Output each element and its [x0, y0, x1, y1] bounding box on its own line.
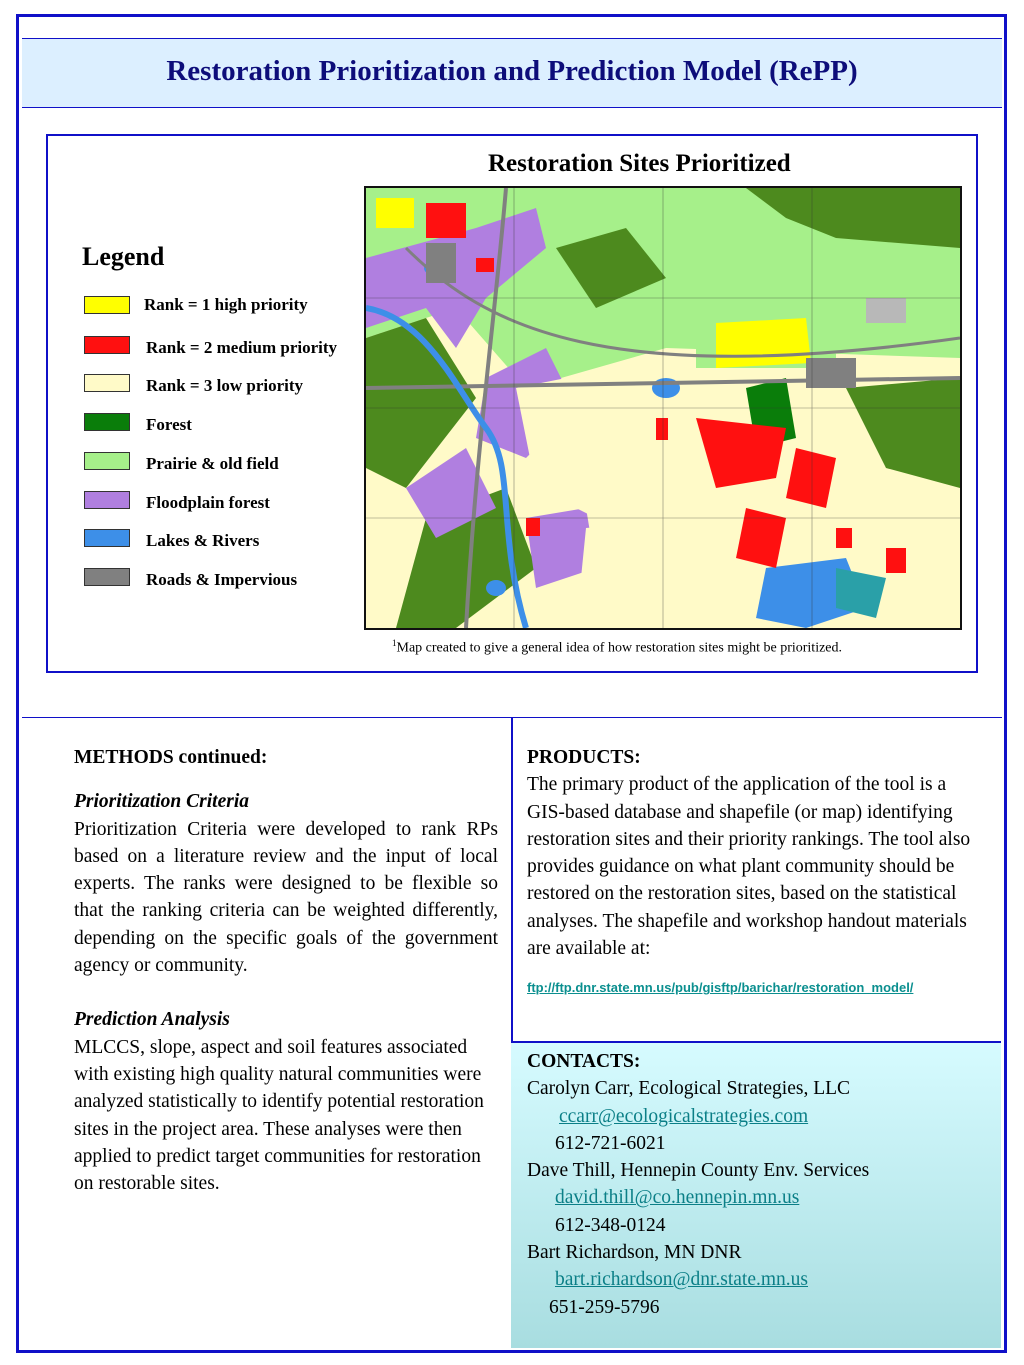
products-column — [527, 744, 982, 1002]
products-ftp-link[interactable]: ftp://ftp.dnr.state.mn.us/pub/gisftp/barichar/restoration_model/ — [527, 980, 914, 996]
legend-label-roads: Roads & Impervious — [146, 570, 298, 589]
contact-name-2: Dave Thill, Hennepin County Env. Services — [527, 1160, 870, 1182]
prediction-text: MLCCS, slope, aspect and soil features associated with existing high quality natural communities were analyzed statistically to identify potential restoration sites in the project area. These analyses were then applied to predict target communities for restoration on restorable sites. — [74, 1036, 484, 1195]
legend-swatch-rank3 — [84, 374, 130, 392]
map-footnote — [392, 638, 842, 657]
legend-swatch-roads — [84, 568, 130, 586]
contact-email-1[interactable]: ccarr@ecologicalstrategies.com — [559, 1105, 809, 1127]
methods-heading: METHODS continued: — [74, 747, 268, 768]
legend-label-rank1: Rank = 1 high priority — [144, 295, 308, 314]
legend-label-forest: Forest — [146, 415, 192, 434]
contact-email-3[interactable]: bart.richardson@dnr.state.mn.us — [555, 1269, 808, 1291]
contact-phone-3: 651-259-5796 — [549, 1296, 660, 1318]
contacts-heading: CONTACTS: — [527, 1051, 641, 1072]
contact-name-3: Bart Richardson, MN DNR — [527, 1242, 742, 1264]
contacts-column — [527, 1048, 987, 1321]
criteria-heading: Prioritization Criteria — [74, 791, 249, 813]
contact-name-1: Carolyn Carr, Ecological Strategies, LLC — [527, 1078, 851, 1100]
legend-label-lakes: Lakes & Rivers — [146, 531, 260, 550]
legend-label-rank2: Rank = 2 medium priority — [146, 338, 338, 357]
methods-column — [74, 744, 498, 1197]
restoration-map-image — [366, 188, 960, 628]
legend-label-floodplain: Floodplain forest — [146, 493, 270, 512]
legend-label-prairie: Prairie & old field — [146, 454, 279, 473]
legend-swatch-floodplain — [84, 491, 130, 509]
legend-swatch-prairie — [84, 452, 130, 470]
products-heading: PRODUCTS: — [527, 747, 641, 768]
legend-swatch-rank1 — [84, 296, 130, 314]
criteria-text: Prioritization Criteria were developed to rank RPs based on a literature review and the input of local experts. The ranks were designed to be flexible so that the ranking criteria can be weighted differently, depending on the specific goals of the government agency or community. — [74, 818, 498, 977]
contact-email-2[interactable]: david.thill@co.hennepin.mn.us — [555, 1187, 800, 1209]
contact-phone-1: 612-721-6021 — [555, 1132, 666, 1154]
contact-phone-2: 612-348-0124 — [555, 1214, 666, 1236]
legend-title: Legend — [82, 242, 165, 271]
legend-label-rank3: Rank = 3 low priority — [146, 376, 304, 395]
page-title: Restoration Prioritization and Prediction Model (RePP) — [166, 55, 858, 87]
map-panel — [46, 134, 978, 673]
legend-swatch-rank2 — [84, 336, 130, 354]
legend-swatch-forest — [84, 413, 130, 431]
title-band — [22, 38, 1002, 108]
map-title: Restoration Sites Prioritized — [488, 150, 791, 177]
legend-swatch-lakes — [84, 529, 130, 547]
restoration-map — [364, 186, 962, 630]
prediction-heading: Prediction Analysis — [74, 1009, 230, 1031]
footnote-text: Map created to give a general idea of how restoration sites might be prioritized. — [396, 640, 843, 656]
footnote-mark: 1 — [392, 638, 397, 648]
products-text: The primary product of the application of the tool is a GIS-based database and shapefile (or map) identifying restoration sites and their priority rankings. The tool also provides guidance on what plant community should be restored on the restoration sites, based on the statistical analyses. The shapefile and workshop handout materials are available at: — [527, 774, 971, 960]
